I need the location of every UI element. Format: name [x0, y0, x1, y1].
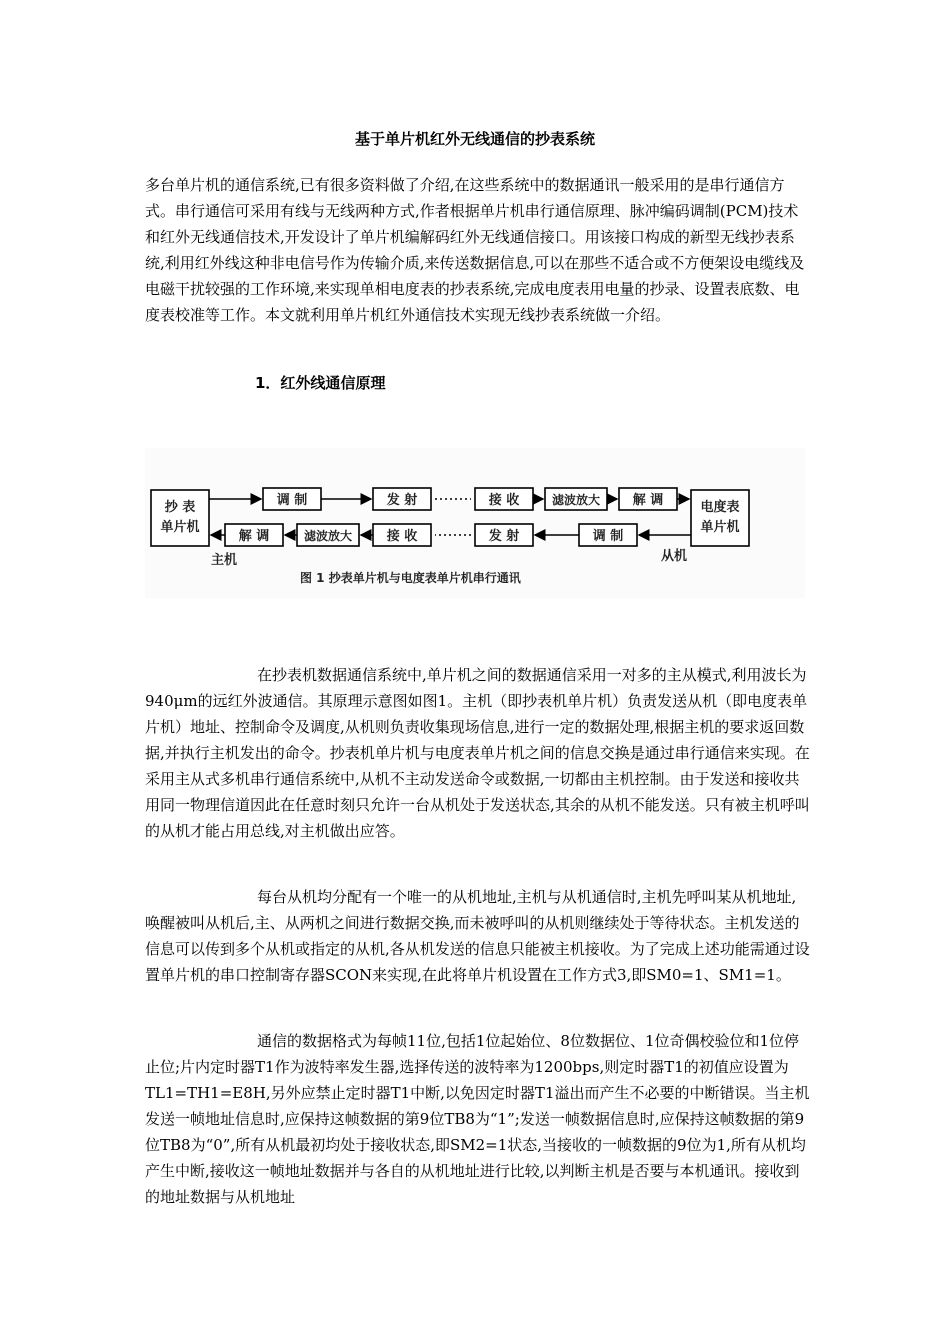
paragraph-2-text: 在抄表机数据通信系统中,单片机之间的数据通信采用一对多的主从模式,利用波长为940μm的远红外波通信。其原理示意图如图1。主机（即抄表机单片机）负责发送从机（即电度表单片机）地址、控制命令及调度,从机则负责收集现场信息,进行一定的数据处理,根据主机的要求返回数据,并执行主机发出的命令。抄表机单片机与电度表单片机之间的信息交换是通过串行通信来实现。在采用主从式多机串行通信系统中,从机不主动发送命令或数据,一切都由主机控制。由于发送和接收共用同一物理信道因此在任意时刻只允许一台从机处于发送状态,其余的从机不能发送。只有被主机呼叫的从机才能占用总线,对主机做出应答。 — [145, 666, 810, 840]
svg-text:滤波放大: 滤波放大 — [303, 529, 353, 543]
svg-text:解 调: 解 调 — [632, 493, 664, 508]
bottom-filter-amp-block — [297, 524, 359, 546]
svg-text:发 射: 发 射 — [386, 493, 418, 508]
slave-box-line1: 电度表 — [700, 500, 740, 515]
paragraph-3-text: 每台从机均分配有一个唯一的从机地址,主机与从机通信时,主机先呼叫某从机地址,唤醒被叫从机后,主、从两机之间进行数据交换,而未被呼叫的从机则继续处于等待状态。主机发送的信息可以传到多个从机或指定的从机,各从机发送的信息只能被主机接收。为了完成上述功能需通过设置单片机的串口控制寄存器SCON来实现,在此将单片机设置在工作方式3,即SM0=1、SM1=1。 — [145, 888, 810, 984]
top-demodulate-block — [619, 488, 677, 510]
bottom-transmit-block — [475, 524, 533, 546]
master-box-line1: 抄 表 — [164, 500, 196, 515]
intro-text: 多台单片机的通信系统,已有很多资料做了介绍,在这些系统中的数据通讯一般采用的是串行通信方式。串行通信可采用有线与无线两种方式,作者根据单片机串行通信原理、脉冲编码调制(PCM)技术和红外无线通信技术,开发设计了单片机编解码红外无线通信接口。用该接口构成的新型无线抄表系统,利用红外线这种非电信号作为传输介质,来传送数据信息,可以在那些不适合或不方便架设电缆线及电磁干扰较强的工作环境,来实现单相电度表的抄表系统,完成电度表用电量的抄录、设置表底数、电度表校准等工作。本文就利用单片机红外通信技术实现无线抄表系统做一介绍。 — [145, 176, 805, 324]
svg-text:调 制: 调 制 — [276, 493, 308, 508]
slave-box-line2: 单片机 — [700, 520, 740, 535]
paragraph-4-text: 通信的数据格式为每帧11位,包括1位起始位、8位数据位、1位奇偶校验位和1位停止位;片内定时器T1作为波特率发生器,选择传送的波特率为1200bps,则定时器T1的初值应设置为TL1=TH1=E8H,另外应禁止定时器T1中断,以免因定时器T1溢出而产生不必要的中断错误。当主机发送一帧地址信息时,应保持这帧数据的第9位TB8为“1”;发送一帧数据信息时,应保持这帧数据的第9位TB8为“0”,所有从机最初均处于接收状态,即SM2=1状态,当接收的一帧数据的9位为1,所有从机均产生中断,接收这一帧地址数据并与各自的从机地址进行比较,以判断主机是否要与本机通讯。接收到的地址数据与从机地址 — [145, 1032, 810, 1206]
intro-paragraph — [145, 172, 810, 328]
block-diagram — [145, 448, 805, 598]
section-heading: 1．红外线通信原理 — [255, 374, 386, 392]
svg-text:调 制: 调 制 — [592, 529, 624, 544]
svg-text:接 收: 接 收 — [488, 493, 520, 508]
master-box-line2: 单片机 — [160, 520, 200, 535]
top-filter-amp-block — [545, 488, 607, 510]
master-mcu-block — [151, 490, 209, 546]
figure-caption: 图 1 抄表单片机与电度表单片机串行通讯 — [300, 571, 521, 585]
bottom-demodulate-block — [225, 524, 283, 546]
svg-text:滤波放大: 滤波放大 — [551, 493, 601, 507]
svg-text:接 收: 接 收 — [386, 529, 418, 544]
figure-1 — [145, 448, 805, 598]
top-transmit-block — [373, 488, 431, 510]
svg-text:解 调: 解 调 — [238, 529, 270, 544]
paragraph-3 — [145, 884, 810, 988]
master-label: 主机 — [211, 553, 238, 568]
paragraph-2 — [145, 662, 810, 844]
top-modulate-block — [263, 488, 321, 510]
slave-mcu-block — [691, 490, 749, 546]
top-receive-block — [475, 488, 533, 510]
bottom-modulate-block — [579, 524, 637, 546]
document-title: 基于单片机红外无线通信的抄表系统 — [354, 130, 595, 148]
svg-text:发 射: 发 射 — [488, 529, 520, 544]
bottom-receive-block — [373, 524, 431, 546]
slave-label: 从机 — [661, 549, 688, 564]
paragraph-4 — [145, 1028, 810, 1210]
